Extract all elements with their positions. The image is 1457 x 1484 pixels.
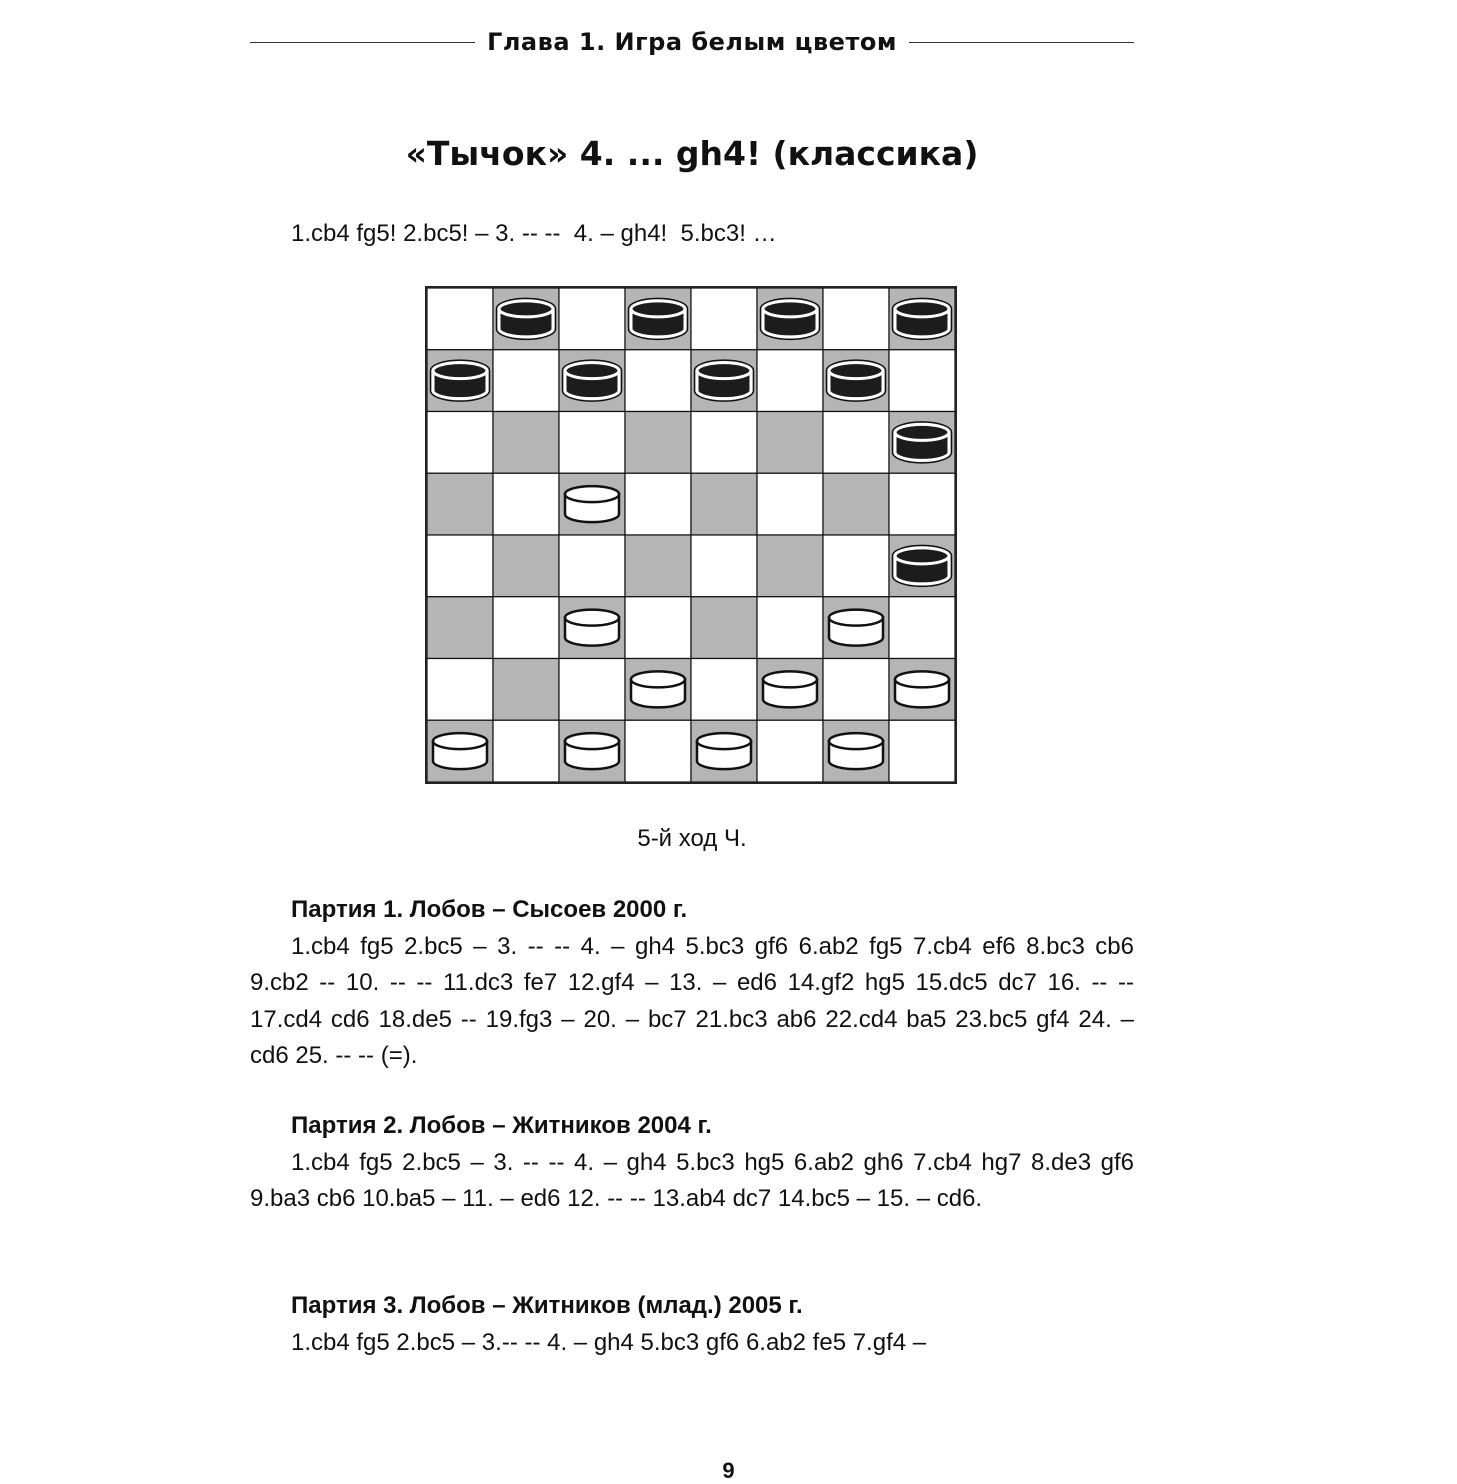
black-piece-e7 (695, 360, 754, 401)
white-piece-d2 (631, 671, 685, 707)
square-a4 (427, 535, 493, 597)
square-a6 (427, 412, 493, 474)
black-piece-d8 (629, 298, 688, 339)
square-g5 (823, 473, 889, 535)
square-b2 (493, 659, 559, 721)
game-3-heading: Партия 3. Лобов – Житников (млад.) 2005 г. (291, 1292, 803, 1319)
square-g6 (823, 412, 889, 474)
game-2-heading: Партия 2. Лобов – Житников 2004 г. (291, 1112, 712, 1139)
square-h1 (889, 720, 955, 782)
square-e2 (691, 659, 757, 721)
game-1 (250, 892, 1134, 1075)
square-b5 (493, 473, 559, 535)
black-piece-h4 (893, 545, 952, 586)
black-piece-g7 (827, 360, 886, 401)
square-f4 (757, 535, 823, 597)
square-f3 (757, 597, 823, 659)
running-head-rule-right (909, 42, 1134, 43)
white-piece-e1 (697, 733, 751, 769)
square-a2 (427, 659, 493, 721)
square-b7 (493, 350, 559, 412)
black-piece-b8 (497, 298, 556, 339)
square-d7 (625, 350, 691, 412)
game-1-heading: Партия 1. Лобов – Сысоев 2000 г. (291, 896, 688, 923)
white-piece-h2 (895, 671, 949, 707)
square-c2 (559, 659, 625, 721)
white-piece-c5 (565, 486, 619, 522)
page-number: 9 (722, 1458, 735, 1483)
square-c4 (559, 535, 625, 597)
square-d3 (625, 597, 691, 659)
white-piece-c3 (565, 610, 619, 646)
square-f6 (757, 412, 823, 474)
square-d6 (625, 412, 691, 474)
square-h7 (889, 350, 955, 412)
square-h5 (889, 473, 955, 535)
white-piece-f2 (763, 671, 817, 707)
square-e3 (691, 597, 757, 659)
black-piece-h6 (893, 422, 952, 463)
white-piece-c1 (565, 733, 619, 769)
square-e5 (691, 473, 757, 535)
square-b1 (493, 720, 559, 782)
square-g2 (823, 659, 889, 721)
black-piece-a7 (431, 360, 490, 401)
running-head-rule-left (250, 42, 475, 43)
square-c8 (559, 288, 625, 350)
game-3-moves: 1.cb4 fg5 2.bc5 – 3.-- -- 4. – gh4 5.bc3 gf6 6.ab2 fe5 7.gf4 – (291, 1328, 927, 1356)
square-e4 (691, 535, 757, 597)
checkers-board (425, 286, 957, 784)
square-c6 (559, 412, 625, 474)
game-3 (250, 1288, 1134, 1361)
square-d5 (625, 473, 691, 535)
square-f7 (757, 350, 823, 412)
square-a8 (427, 288, 493, 350)
square-g4 (823, 535, 889, 597)
square-a3 (427, 597, 493, 659)
square-f1 (757, 720, 823, 782)
square-a5 (427, 473, 493, 535)
diagram-caption: 5-й ход Ч. (637, 825, 747, 852)
square-d4 (625, 535, 691, 597)
running-head (250, 22, 1134, 62)
section-title: «Тычок» 4. ... gh4! (классика) (405, 134, 979, 173)
square-e8 (691, 288, 757, 350)
square-f5 (757, 473, 823, 535)
white-piece-g1 (829, 733, 883, 769)
checkers-board-svg (427, 288, 955, 782)
square-h3 (889, 597, 955, 659)
black-piece-c7 (563, 360, 622, 401)
square-b3 (493, 597, 559, 659)
square-g8 (823, 288, 889, 350)
square-b4 (493, 535, 559, 597)
game-2 (250, 1108, 1134, 1218)
opening-moves: 1.cb4 fg5! 2.bc5! – 3. -- -- 4. – gh4! 5.bc3! … (291, 220, 777, 247)
black-piece-f8 (761, 298, 820, 339)
game-2-moves: 1.cb4 fg5 2.bc5 – 3. -- -- 4. – gh4 5.bc3 hg5 6.ab2 gh6 7.cb4 hg7 8.de3 gf6 9.ba3 cb6 10.ba5 – 11. – ed6 12. -- -- 13.ab4 dc7 14.bc5 – 15. – cd6. (250, 1148, 1134, 1212)
square-e6 (691, 412, 757, 474)
game-1-moves: 1.cb4 fg5 2.bc5 – 3. -- -- 4. – gh4 5.bc3 gf6 6.ab2 fg5 7.cb4 ef6 8.bc3 cb6 9.cb2 -- 10. -- -- 11.dc3 fe7 12.gf4 – 13. – ed6 14.gf2 hg5 15.dc5 dc7 16. -- -- 17.cd4 cd6 18.de5 -- 19.fg3 – 20. – bc7 21.bc3 ab6 22.cd4 ba5 23.bc5 gf4 24. – cd6 25. -- -- (=). (250, 932, 1134, 1069)
square-d1 (625, 720, 691, 782)
white-piece-a1 (433, 733, 487, 769)
white-piece-g3 (829, 610, 883, 646)
black-piece-h8 (893, 298, 952, 339)
square-b6 (493, 412, 559, 474)
running-head-text: Глава 1. Игра белым цветом (487, 28, 897, 56)
